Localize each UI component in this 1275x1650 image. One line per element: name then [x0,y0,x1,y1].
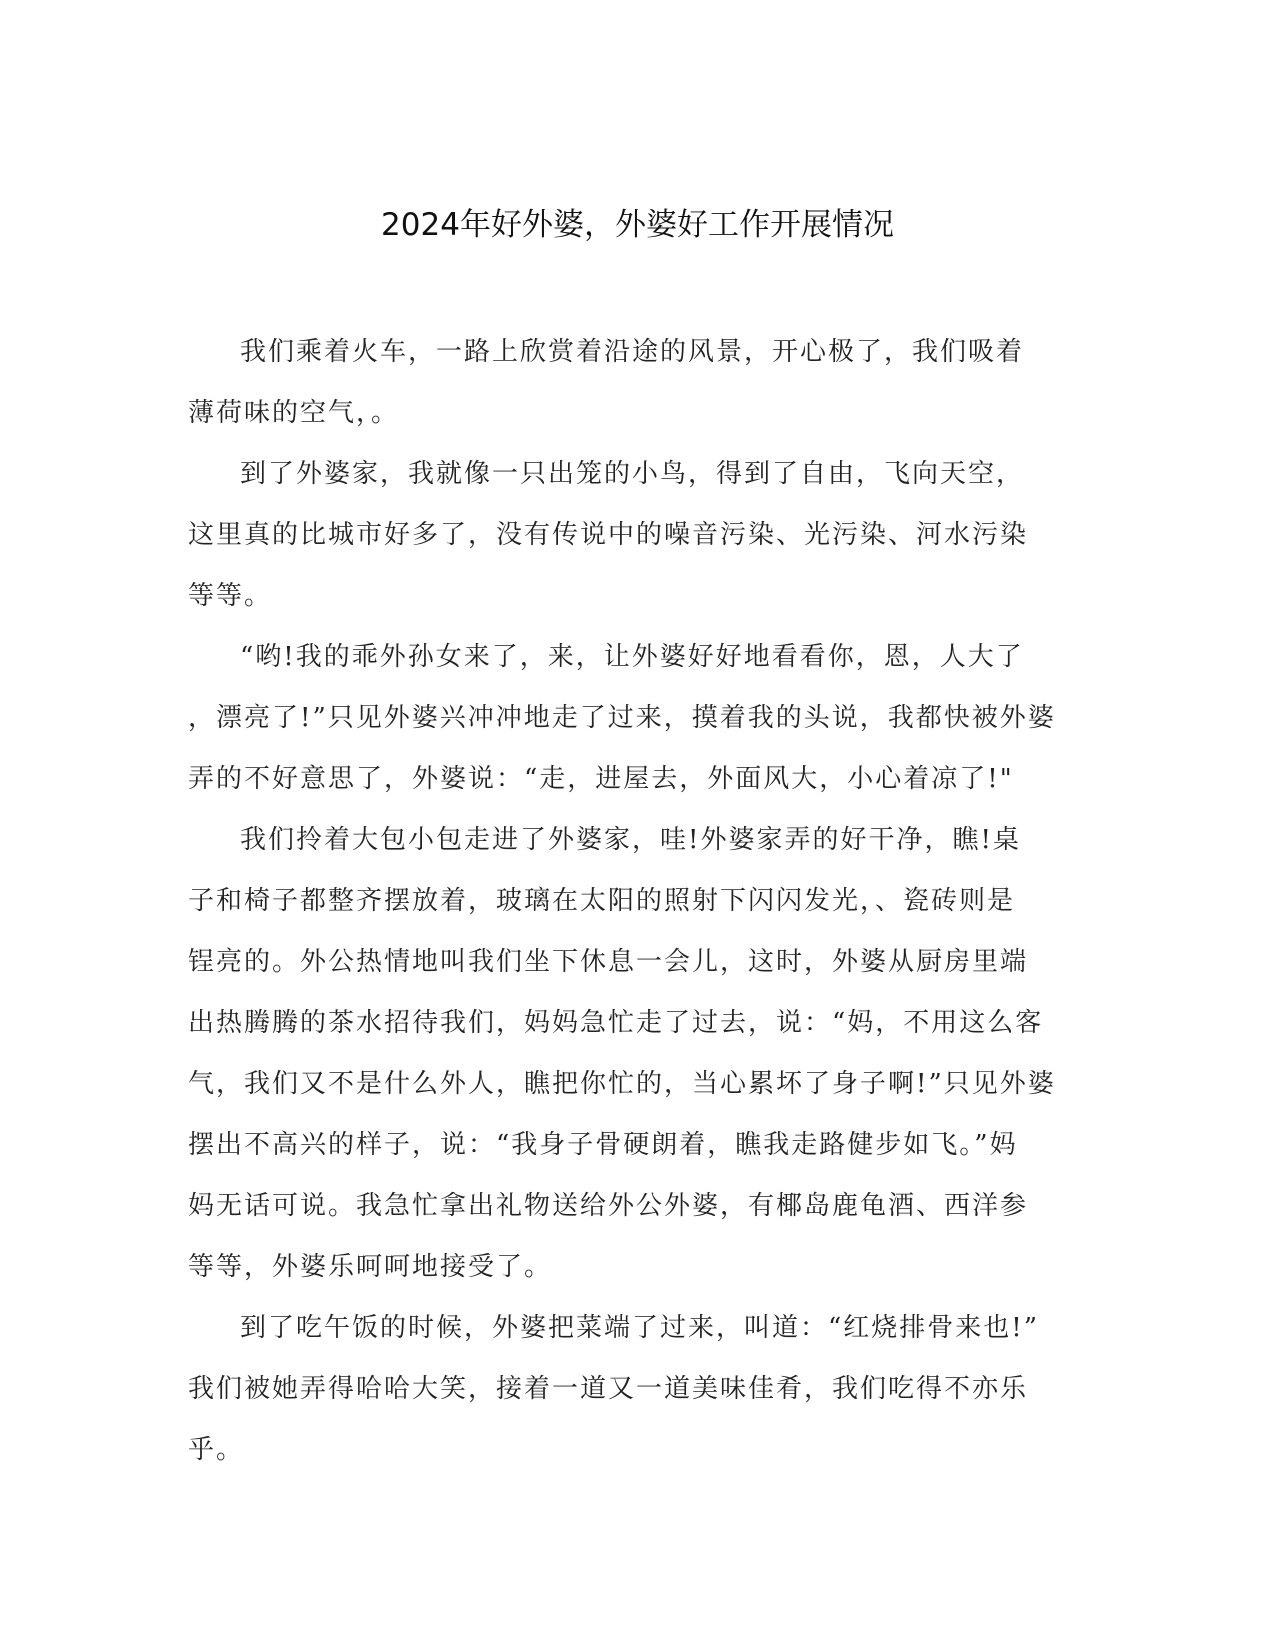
paragraph-line: 到了外婆家，我就像一只出笼的小鸟，得到了自由，飞向天空， [240,459,1025,489]
paragraph-line: 妈无话可说。我急忙拿出礼物送给外公外婆，有椰岛鹿龟酒、西洋参 [188,1191,1029,1221]
paragraph-line: 摆出不高兴的样子，说：“我身子骨硬朗着，瞧我走路健步如飞。”妈 [188,1130,1018,1160]
paragraph-line: 我们乘着火车，一路上欣赏着沿途的风景，开心极了，我们吸着 [240,337,1025,367]
paragraph-3 [188,627,1078,810]
paragraph-line: 薄荷味的空气，。 [188,398,400,428]
paragraph-line: 我们被她弄得哈哈大笑，接着一道又一道美味佳肴，我们吃得不亦乐 [188,1374,1029,1404]
paragraph-line: 这里真的比城市好多了，没有传说中的噪音污染、光污染、河水污染 [188,520,1029,550]
document-title: 2024年好外婆，外婆好工作开展情况 [381,207,894,243]
paragraph-line: 气，我们又不是什么外人，瞧把你忙的，当心累坏了身子啊!”只见外婆 [188,1069,1056,1099]
paragraph-line: 乎。 [188,1435,245,1465]
paragraph-4 [188,810,1078,1298]
paragraph-line: 我们拎着大包小包走进了外婆家，哇!外婆家弄的好干净，瞧!桌 [240,825,1021,855]
paragraph-line: 等等，外婆乐呵呵地接受了。 [188,1252,553,1282]
paragraph-line: “哟!我的乖外孙女来了，来，让外婆好好地看看你，恩，人大了 [240,642,1024,672]
document-body [188,322,1078,1481]
paragraph-line: 弄的不好意思了，外婆说：“走，进屋去，外面风大，小心着凉了!" [188,764,1014,794]
paragraph-line: ，漂亮了!”只见外婆兴冲冲地走了过来，摸着我的头说，我都快被外婆 [188,703,1056,733]
paragraph-line: 到了吃午饭的时候，外婆把菜端了过来，叫道：“红烧排骨来也!” [240,1313,1040,1343]
paragraph-line: 子和椅子都整齐摆放着，玻璃在太阳的照射下闪闪发光，、瓷砖则是 [188,886,1016,916]
paragraph-line: 出热腾腾的茶水招待我们，妈妈急忙走了过去，说：“妈，不用这么客 [188,1008,1044,1038]
paragraph-1 [188,322,1078,444]
paragraph-line: 锃亮的。外公热情地叫我们坐下休息一会儿，这时，外婆从厨房里端 [188,947,1029,977]
paragraph-5 [188,1298,1078,1481]
paragraph-line: 等等。 [188,581,273,611]
paragraph-2 [188,444,1078,627]
